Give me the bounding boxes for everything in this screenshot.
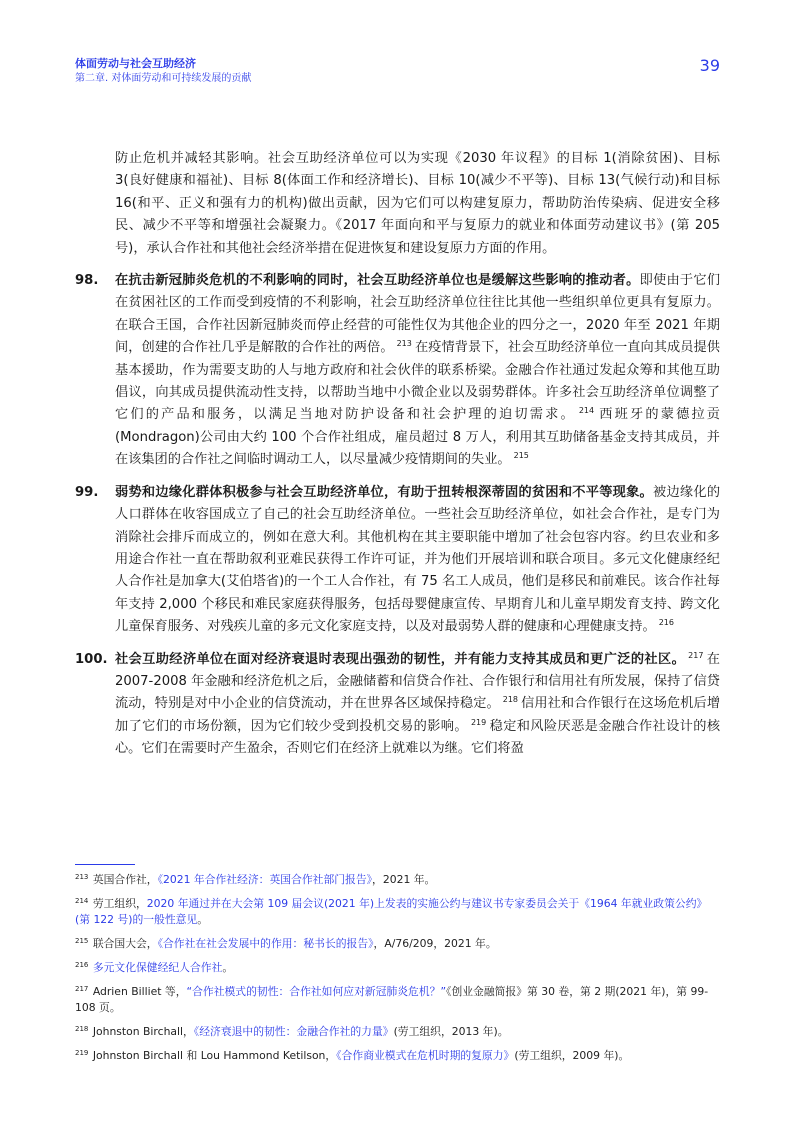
footnote-link[interactable]: 《经济衰退中的韧性：金融合作社的力量》 xyxy=(193,1025,394,1038)
paragraph-lead: 社会互助经济单位在面对经济衰退时表现出强劲的韧性，并有能力支持其成员和更广泛的社区。 xyxy=(115,651,686,667)
footnote-source: Johnston Birchall， xyxy=(92,1025,194,1038)
footnote-218 xyxy=(75,1024,720,1040)
paragraph-lead: 弱势和边缘化群体积极参与社会互助经济单位，有助于扭转根深蒂固的贫困和不平等现象。 xyxy=(115,484,654,500)
paragraph-text: 稳定和风险厌恶是金融合作社设计的核心。它们在需要时产生盈余，否则它们在经济上就难以为继。它们将盈 xyxy=(115,718,721,757)
footnote-219 xyxy=(75,1048,720,1064)
footnote-link[interactable]: “合作社模式的韧性：合作社如何应对新冠肺炎危机？” xyxy=(186,985,447,998)
footnote-source: 联合国大会， xyxy=(92,937,158,950)
footnote-217 xyxy=(75,984,720,1016)
paragraph-100 xyxy=(75,649,720,761)
footnote-number: 216 xyxy=(75,961,89,969)
page-number: 39 xyxy=(699,56,720,75)
footnote-detail: 《创业金融简报》第 30 卷，第 2 期(2021 年)，第 99-108 页。 xyxy=(75,985,709,1014)
footnote-ref[interactable]: 213 xyxy=(396,339,412,349)
footnote-number: 219 xyxy=(75,1049,89,1057)
footnote-link[interactable]: 《合作社在社会发展中的作用：秘书长的报告》 xyxy=(157,937,374,950)
paragraph-text: 即使由于它们在贫困社区的工作而受到疫情的不利影响，社会互助经济单位往往比其他一些组织单位更具有复原力。在联合王国，合作社因新冠肺炎而停止经营的可能性仅为其他企业的四分之一，2020 年至 2021 年期间，创建的合作社几乎是解散的合作社的两倍。 xyxy=(115,273,721,356)
footnote-link[interactable]: 2020 年通过并在大会第 109 届会议(2021 年)上发表的实施公约与建议书专家委员会关于《1964 年就业政策公约》(第 122 号)的一般性意见 xyxy=(75,897,708,926)
footnote-link[interactable]: 《合作商业模式在危机时期的复原力》 xyxy=(336,1049,515,1062)
footnote-ref[interactable]: 217 xyxy=(688,650,704,660)
paragraph-98 xyxy=(75,270,720,472)
paragraph-text: 在疫情背景下，社会互助经济单位一直向其成员提供基本援助，作为需要支助的人与地方政府和社会伙伴的联系桥梁。金融合作社通过发起众筹和其他互助倡议，向其成员提供流动性支持，以帮助当地中小微企业以及弱势群体。许多社会互助经济单位调整了它们的产品和服务，以满足当地对防护设备和社会护理的迫切需求。 xyxy=(115,340,720,423)
footnote-number: 214 xyxy=(75,897,89,905)
footnote-link[interactable]: 多元文化保健经纪人合作社 xyxy=(92,961,223,974)
footnote-215 xyxy=(75,936,720,952)
footnote-detail: (劳工组织，2013 年)。 xyxy=(393,1025,509,1038)
footnote-216 xyxy=(75,960,720,976)
footnote-source: Adrien Billiet 等， xyxy=(92,985,187,998)
continued-paragraph: 防止危机并减轻其影响。社会互助经济单位可以为实现《2030 年议程》的目标 1(消除贫困)、目标 3(良好健康和福祉)、目标 8(体面工作和经济增长)、目标 10(减少不平等)、目标 13(气候行动)和目标 16(和平、正义和强有力的机构)做出贡献，因为它们可以构建复原力，帮助防治传染病、促进安全移民、减少不平等和增强社会凝聚力。《2017 年面向和平与复原力的就业和体面劳动建议书》(第 205 号)，承认合作社和其他社会经济举措在促进恢复和建设复原力方面的作用。 xyxy=(115,151,720,256)
footnote-detail: 。 xyxy=(222,961,234,974)
main-text xyxy=(75,148,720,761)
footnote-ref[interactable]: 219 xyxy=(470,717,487,727)
footnote-ref[interactable]: 214 xyxy=(578,406,595,416)
paragraph-number: 99. xyxy=(75,484,99,500)
footnote-detail: ，2021 年。 xyxy=(372,873,436,886)
footnote-ref[interactable]: 215 xyxy=(513,451,529,461)
footnote-number: 213 xyxy=(75,873,89,881)
footnote-source: 劳工组织， xyxy=(92,897,147,910)
chapter-subtitle: 第二章. 对体面劳动和可持续发展的贡献 xyxy=(75,73,252,84)
footnotes xyxy=(75,872,720,1072)
paragraph-number: 98. xyxy=(75,273,99,289)
footnote-divider xyxy=(75,864,135,865)
footnote-number: 218 xyxy=(75,1025,89,1033)
footnote-214 xyxy=(75,896,720,928)
footnote-number: 215 xyxy=(75,937,89,945)
paragraph-number: 100. xyxy=(75,651,108,667)
footnote-213 xyxy=(75,872,720,888)
footnote-source: 英国合作社， xyxy=(92,873,158,886)
paragraph-lead: 在抗击新冠肺炎危机的不利影响的同时，社会互助经济单位也是缓解这些影响的推动者。 xyxy=(115,273,640,289)
footnote-ref[interactable]: 216 xyxy=(658,618,674,628)
paragraph-text: 被边缘化的人口群体在收容国成立了自己的社会互助经济单位。一些社会互助经济单位，如社会合作社，是专门为消除社会排斥而成立的，例如在意大利。其他机构在其主要职能中增加了社会包容内容。约旦农业和多用途合作社一直在帮助叙利亚难民获得工作许可证，并为他们开展培训和联合项目。多元文化健康经纪人合作社是加拿大(艾伯塔省)的一个工人合作社，有 75 名工人成员，他们是移民和前难民。该合作社每年支持 2,000 个移民和难民家庭获得服务，包括母婴健康宣传、早期育儿和儿童早期发育支持、跨文化儿童保育服务、对残疾儿童的多元文化家庭支持，以及对最弱势人群的健康和心理健康支持。 xyxy=(115,484,721,635)
footnote-source: Johnston Birchall 和 Lou Hammond Ketilson， xyxy=(92,1049,337,1062)
paragraph-text: 西班牙的蒙德拉贡(Mondragon)公司由大约 100 个合作社组成，雇员超过 8 万人，利用其互助储备基金支持其成员，并在该集团的合作社之间临时调动工人，以尽量减少疫情期间的失业。 xyxy=(115,407,720,468)
footnote-link[interactable]: 《2021 年合作社经济：英国合作社部门报告》 xyxy=(157,873,373,886)
page-header xyxy=(75,56,720,86)
footnote-detail: 。 xyxy=(197,913,209,926)
report-title: 体面劳动与社会互助经济 xyxy=(75,57,196,70)
footnote-ref[interactable]: 218 xyxy=(502,695,519,705)
footnote-number: 217 xyxy=(75,985,89,993)
paragraph-text: 在 2007-2008 年金融和经济危机之后，金融储蓄和信贷合作社、合作银行和信用社有所发展，保持了信贷流动，特别是对中小企业的信贷流动，并在世界各区域保持稳定。 xyxy=(115,651,720,712)
footnote-detail: ，A/76/209，2021 年。 xyxy=(373,937,497,950)
paragraph-99 xyxy=(75,482,720,639)
footnote-detail: (劳工组织，2009 年)。 xyxy=(514,1049,630,1062)
paragraph-text: 信用社和合作银行在这场危机后增加了它们的市场份额，因为它们较少受到投机交易的影响。 xyxy=(115,696,721,734)
